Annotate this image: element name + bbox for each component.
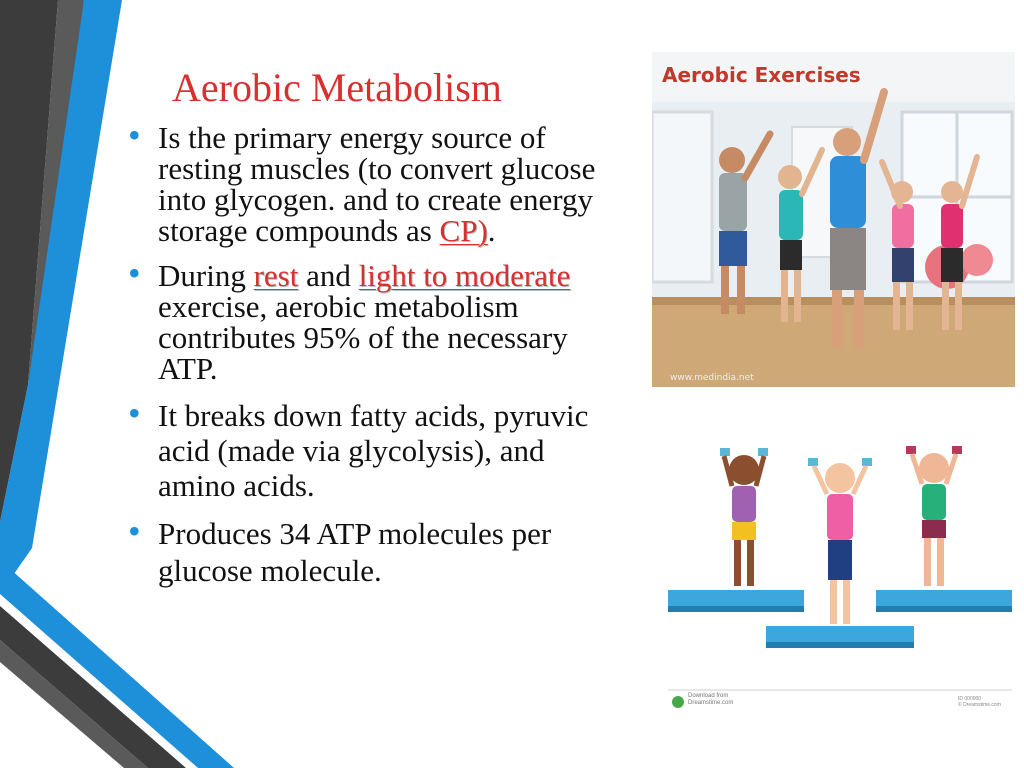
bullet-list [128,122,628,589]
download-credit [688,693,733,707]
stripe-gray-bottom [0,606,186,768]
bullet-text: During [158,258,254,293]
photo-watermark: www.medindia.net [670,373,754,383]
bullet-item: • It breaks down fatty acids, pyruvic acid (made via glycolysis), and amino acids. [128,398,628,503]
aerobic-exercises-photo [652,52,1015,387]
clipart-credit: © Dreamstime.com [958,702,1001,708]
clipart-id-credit [958,696,1001,708]
highlight-rest: rest [253,258,299,293]
bullet-text: Is the primary energy source of resting muscles (to convert glucose into glycogen. and to create energy storage compounds as [158,120,596,248]
bullet-item: • Produces 34 ATP molecules per glucose molecule. [128,515,628,589]
bullet-item [128,260,628,384]
stepper-women-illustration [662,432,1016,720]
highlight-cp: CP) [439,213,488,248]
bullet-text: and [298,258,359,293]
highlight-light-to-moderate: light to moderate [358,258,571,293]
download-line-1: Download from [688,693,729,699]
bullet-item [128,122,628,246]
gym-scene-illustration [652,52,1015,387]
slide-title: Aerobic Metabolism [172,65,502,110]
bullet-text: . [487,213,496,248]
download-line-2: Dreamstime.com [688,700,734,706]
step-aerobics-clipart [662,432,1016,720]
clipart-id: ID 000000 [958,696,982,702]
photo-heading: Aerobic Exercises [662,63,861,87]
bullet-text: exercise, aerobic metabolism contributes 95% of the necessary ATP. [158,289,568,386]
